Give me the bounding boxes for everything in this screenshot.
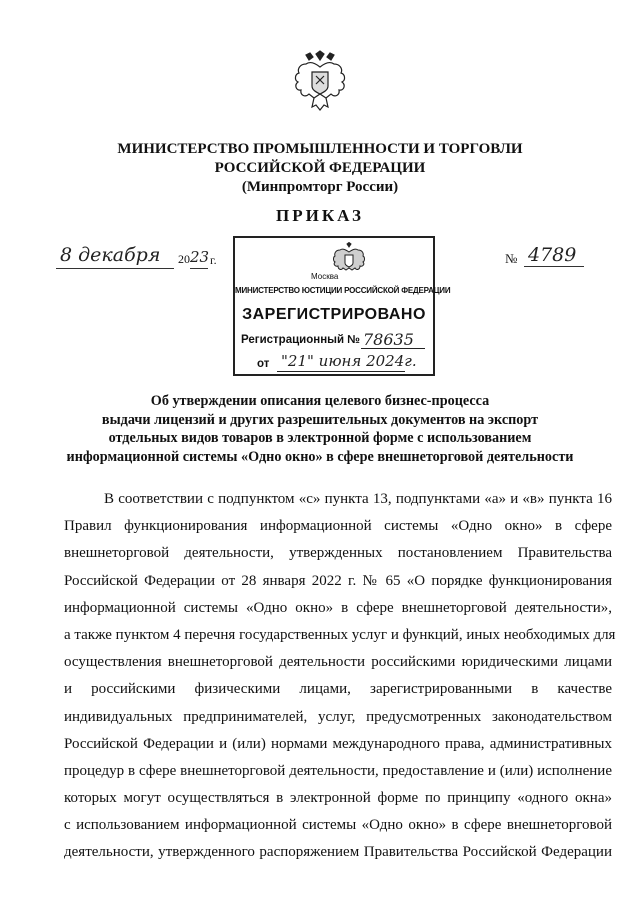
- body-line: деятельности, утвержденного распоряжением Правительства Российской Федерации: [64, 844, 612, 861]
- body-line: процедур в сфере внешнеторговой деятельности, предоставление и (или) исполнение: [64, 762, 612, 779]
- stamp-ministry: МИНИСТЕРСТВО ЮСТИЦИИ РОССИЙСКОЙ ФЕДЕРАЦИИ: [235, 286, 451, 295]
- body-line: индивидуальных предпринимателей, услуг, предусмотренных законодательством: [64, 708, 612, 725]
- order-number-handwritten: 4789: [528, 244, 577, 266]
- body-line: внешнеторговой деятельности, утвержденных постановлением Правительства: [64, 545, 612, 562]
- stamp-status: ЗАРЕГИСТРИРОВАНО: [242, 306, 426, 323]
- stamp-date-underline: [277, 371, 405, 372]
- date-underline: [56, 268, 174, 269]
- body-line: В соответствии с подпунктом «с» пункта 13, подпунктами «а» и «в» пункта 16: [104, 491, 612, 507]
- ministry-header: [0, 140, 640, 197]
- body-line: и российскими физическими лицами, зарегистрированными в качестве: [64, 681, 612, 698]
- order-year-prefix: 20: [178, 252, 190, 266]
- body-line: Российской Федерации от 28 января 2022 г. № 65 «О порядке функционирования: [64, 572, 612, 589]
- body-line: которых могут осуществляться в электронной форме по принципу «одного окна»: [64, 790, 612, 807]
- document-title: [0, 392, 640, 466]
- title-line-3: отдельных видов товаров в электронной форме с использованием: [108, 430, 532, 446]
- stamp-registration-label: Регистрационный №: [241, 334, 361, 346]
- body-line: осуществления внешнеторговой деятельности российскими юридическими лицами: [64, 654, 612, 671]
- stamp-from-label: от: [257, 358, 270, 370]
- body-line: информационной системы «Одно окно» в сфере внешнеторговой деятельности»,: [64, 599, 612, 616]
- order-year-handwritten: 23: [190, 248, 210, 266]
- ministry-name-line-2: РОССИЙСКОЙ ФЕДЕРАЦИИ: [214, 160, 426, 176]
- title-line-1: Об утверждении описания целевого бизнес-процесса: [150, 393, 490, 409]
- registration-stamp: [233, 236, 451, 376]
- document-body: [64, 486, 616, 867]
- number-underline: [524, 266, 584, 267]
- stamp-registration-underline: [361, 348, 425, 349]
- state-emblem-icon: [292, 50, 348, 112]
- body-line: с использованием информационной системы «Одно окно» в сфере внешнеторговой: [64, 817, 612, 834]
- document-type-heading: ПРИКАЗ: [276, 206, 364, 225]
- ministry-short-name: (Минпромторг России): [241, 179, 399, 195]
- body-line: а также пунктом 4 перечня государственных услуг и функций, иных необходимых для: [64, 626, 616, 643]
- stamp-emblem-icon: [332, 242, 366, 276]
- body-line: Российской Федерации и (или) нормами международного права, административных: [64, 735, 612, 752]
- ministry-name-line-1: МИНИСТЕРСТВО ПРОМЫШЛЕННОСТИ И ТОРГОВЛИ: [117, 141, 523, 157]
- order-date-handwritten: 8 декабря: [60, 244, 161, 266]
- body-line: Правил функционирования информационной системы «Одно окно» в сфере: [64, 518, 612, 535]
- stamp-city: Москва: [311, 272, 339, 281]
- stamp-registration-number: 78635: [363, 330, 414, 349]
- title-line-2: выдачи лицензий и других разрешительных документов на экспорт: [101, 411, 539, 428]
- order-number-label: №: [505, 251, 518, 266]
- title-line-4: информационной системы «Одно окно» в сфере внешнеторговой деятельности: [66, 448, 574, 465]
- year-underline: [190, 268, 208, 269]
- stamp-registration-date: "21" июня 2024г.: [281, 352, 417, 370]
- order-year-suffix: г.: [210, 253, 217, 267]
